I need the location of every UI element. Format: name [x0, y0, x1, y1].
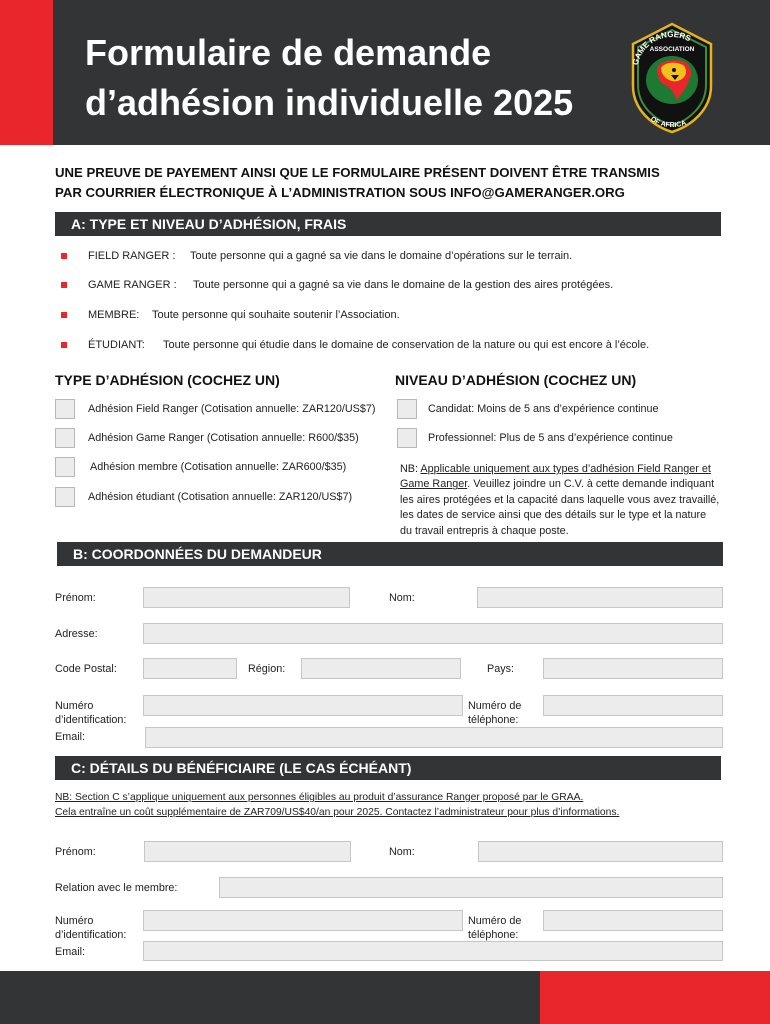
submission-instructions-line-1: UNE PREUVE DE PAYEMENT AINSI QUE LE FORMULAIRE PRÉSENT DOIVENT ÊTRE TRANSMIS	[55, 165, 660, 180]
bullet-icon	[61, 253, 67, 259]
game-rangers-association-logo	[627, 20, 717, 136]
applicant-phone-label	[468, 699, 521, 727]
applicant-first-name-label: Prénom:	[55, 592, 96, 604]
section-c-header: C: DÉTAILS DU BÉNÉFICIAIRE (LE CAS ÉCHÉANT)	[55, 756, 721, 780]
beneficiary-last-name-field[interactable]	[478, 841, 723, 862]
applicant-email-field[interactable]	[145, 727, 723, 748]
definition-etudiant	[88, 339, 649, 351]
checkbox-etudiant-label: Adhésion étudiant (Cotisation annuelle: ZAR120/US$7)	[88, 491, 353, 503]
beneficiary-id-number-field[interactable]	[143, 910, 463, 931]
definition-term: FIELD RANGER :	[88, 250, 176, 262]
beneficiary-relation-field[interactable]	[219, 877, 723, 898]
bullet-icon	[61, 342, 67, 348]
beneficiary-first-name-field[interactable]	[144, 841, 351, 862]
nb-rest: . Veuillez joindre un C.V. à cette demande indiquant les aires protégées et la capacité dans laquelle vous avez travaillé, les dates de service ainsi que des détails sur le type et la nature du travail entrepris à chaque poste.	[400, 478, 720, 537]
checkbox-etudiant[interactable]	[55, 487, 75, 507]
id-label-line-2: d’identification:	[55, 714, 127, 726]
checkbox-field-ranger[interactable]	[55, 399, 75, 419]
checkbox-field-ranger-label: Adhésion Field Ranger (Cotisation annuelle: ZAR120/US$7)	[88, 403, 376, 415]
applicant-region-label: Région:	[248, 663, 286, 675]
definition-membre	[88, 309, 400, 321]
applicant-region-field[interactable]	[301, 658, 461, 679]
logo-text-mid: ASSOCIATION	[649, 46, 695, 53]
beneficiary-id-number-label	[55, 914, 126, 942]
applicant-country-field[interactable]	[543, 658, 723, 679]
definition-desc: Toute personne qui souhaite soutenir l’Association.	[152, 309, 400, 321]
beneficiary-phone-field[interactable]	[543, 910, 723, 931]
checkbox-game-ranger-label: Adhésion Game Ranger (Cotisation annuelle: R600/$35)	[88, 432, 359, 444]
definition-desc: Toute personne qui a gagné sa vie dans le domaine d’opérations sur le terrain.	[190, 250, 573, 262]
section-a-header: A: TYPE ET NIVEAU D’ADHÉSION, FRAIS	[55, 212, 721, 236]
nb-underlined: Applicable uniquement aux types d’adhésion Field Ranger et Game Ranger	[400, 463, 711, 491]
definition-desc: Toute personne qui étudie dans le domaine de conservation de la nature ou qui est encore à l’école.	[163, 339, 650, 351]
applicant-id-number-label	[55, 699, 126, 727]
insurance-note-line-2: Cela entraîne un coût supplémentaire de ZAR709/US$40/an pour 2025. Contactez l’administrateur pour plus d’informations.	[55, 807, 620, 818]
section-b-header: B: COORDONNÉES DU DEMANDEUR	[57, 542, 723, 566]
bullet-icon	[61, 282, 67, 288]
logo-text-top: GAME RANGERS	[630, 29, 693, 66]
beneficiary-last-name-label: Nom:	[389, 846, 415, 858]
checkbox-candidat[interactable]	[397, 399, 417, 419]
definition-game-ranger	[88, 279, 613, 291]
phone-label-line-1: Numéro de	[468, 915, 522, 927]
footer-dark-band	[0, 971, 540, 1024]
definition-term: MEMBRE:	[88, 309, 140, 321]
applicant-postal-code-label: Code Postal:	[55, 663, 117, 675]
applicant-email-label: Email:	[55, 731, 85, 743]
cv-requirement-note	[400, 462, 720, 539]
header-red-band	[0, 0, 53, 145]
definition-field-ranger	[88, 250, 572, 262]
applicant-address-label: Adresse:	[55, 628, 98, 640]
checkbox-candidat-label: Candidat: Moins de 5 ans d’expérience continue	[428, 403, 659, 415]
definition-term: GAME RANGER :	[88, 279, 177, 291]
applicant-first-name-field[interactable]	[143, 587, 350, 608]
page-title-line-2: d’adhésion individuelle 2025	[85, 82, 574, 123]
definition-desc: Toute personne qui a gagné sa vie dans le domaine de la gestion des aires protégées.	[193, 279, 614, 291]
definition-term: ÉTUDIANT:	[88, 339, 145, 351]
checkbox-professionnel[interactable]	[397, 428, 417, 448]
applicant-phone-field[interactable]	[543, 695, 723, 716]
beneficiary-first-name-label: Prénom:	[55, 846, 96, 858]
id-label-line-1: Numéro	[55, 700, 94, 712]
beneficiary-email-field[interactable]	[143, 941, 723, 961]
logo-text-bottom: OF AFRICA	[649, 115, 688, 130]
checkbox-membre-label: Adhésion membre (Cotisation annuelle: ZAR600/$35)	[90, 461, 347, 473]
submission-instructions	[55, 163, 755, 203]
page-title	[85, 28, 625, 128]
membership-type-heading: TYPE D’ADHÉSION (COCHEZ UN)	[55, 372, 280, 388]
footer-red-band	[540, 971, 770, 1024]
beneficiary-email-label: Email:	[55, 946, 85, 958]
id-label-line-1: Numéro	[55, 915, 94, 927]
phone-label-line-1: Numéro de	[468, 700, 522, 712]
applicant-last-name-label: Nom:	[389, 592, 415, 604]
applicant-id-number-field[interactable]	[143, 695, 463, 716]
insurance-note-line-1: NB: Section C s’applique uniquement aux personnes éligibles au produit d’assurance Ranger proposé par le GRAA.	[55, 792, 584, 803]
phone-label-line-2: téléphone:	[468, 714, 519, 726]
phone-label-line-2: téléphone:	[468, 929, 519, 941]
applicant-last-name-field[interactable]	[477, 587, 723, 608]
applicant-address-field[interactable]	[143, 623, 723, 644]
checkbox-professionnel-label: Professionnel: Plus de 5 ans d’expérience continue	[428, 432, 673, 444]
applicant-country-label: Pays:	[487, 663, 515, 675]
beneficiary-phone-label	[468, 914, 521, 942]
id-label-line-2: d’identification:	[55, 929, 127, 941]
checkbox-game-ranger[interactable]	[55, 428, 75, 448]
insurance-note	[55, 790, 735, 820]
membership-level-heading: NIVEAU D’ADHÉSION (COCHEZ UN)	[395, 372, 637, 388]
nb-prefix: NB:	[400, 463, 421, 475]
checkbox-membre[interactable]	[55, 457, 75, 477]
page-title-line-1: Formulaire de demande	[85, 32, 492, 73]
submission-instructions-line-2: PAR COURRIER ÉLECTRONIQUE À L’ADMINISTRATION SOUS INFO@GAMERANGER.ORG	[55, 185, 625, 200]
beneficiary-relation-label: Relation avec le membre:	[55, 882, 178, 894]
applicant-postal-code-field[interactable]	[143, 658, 237, 679]
bullet-icon	[61, 312, 67, 318]
